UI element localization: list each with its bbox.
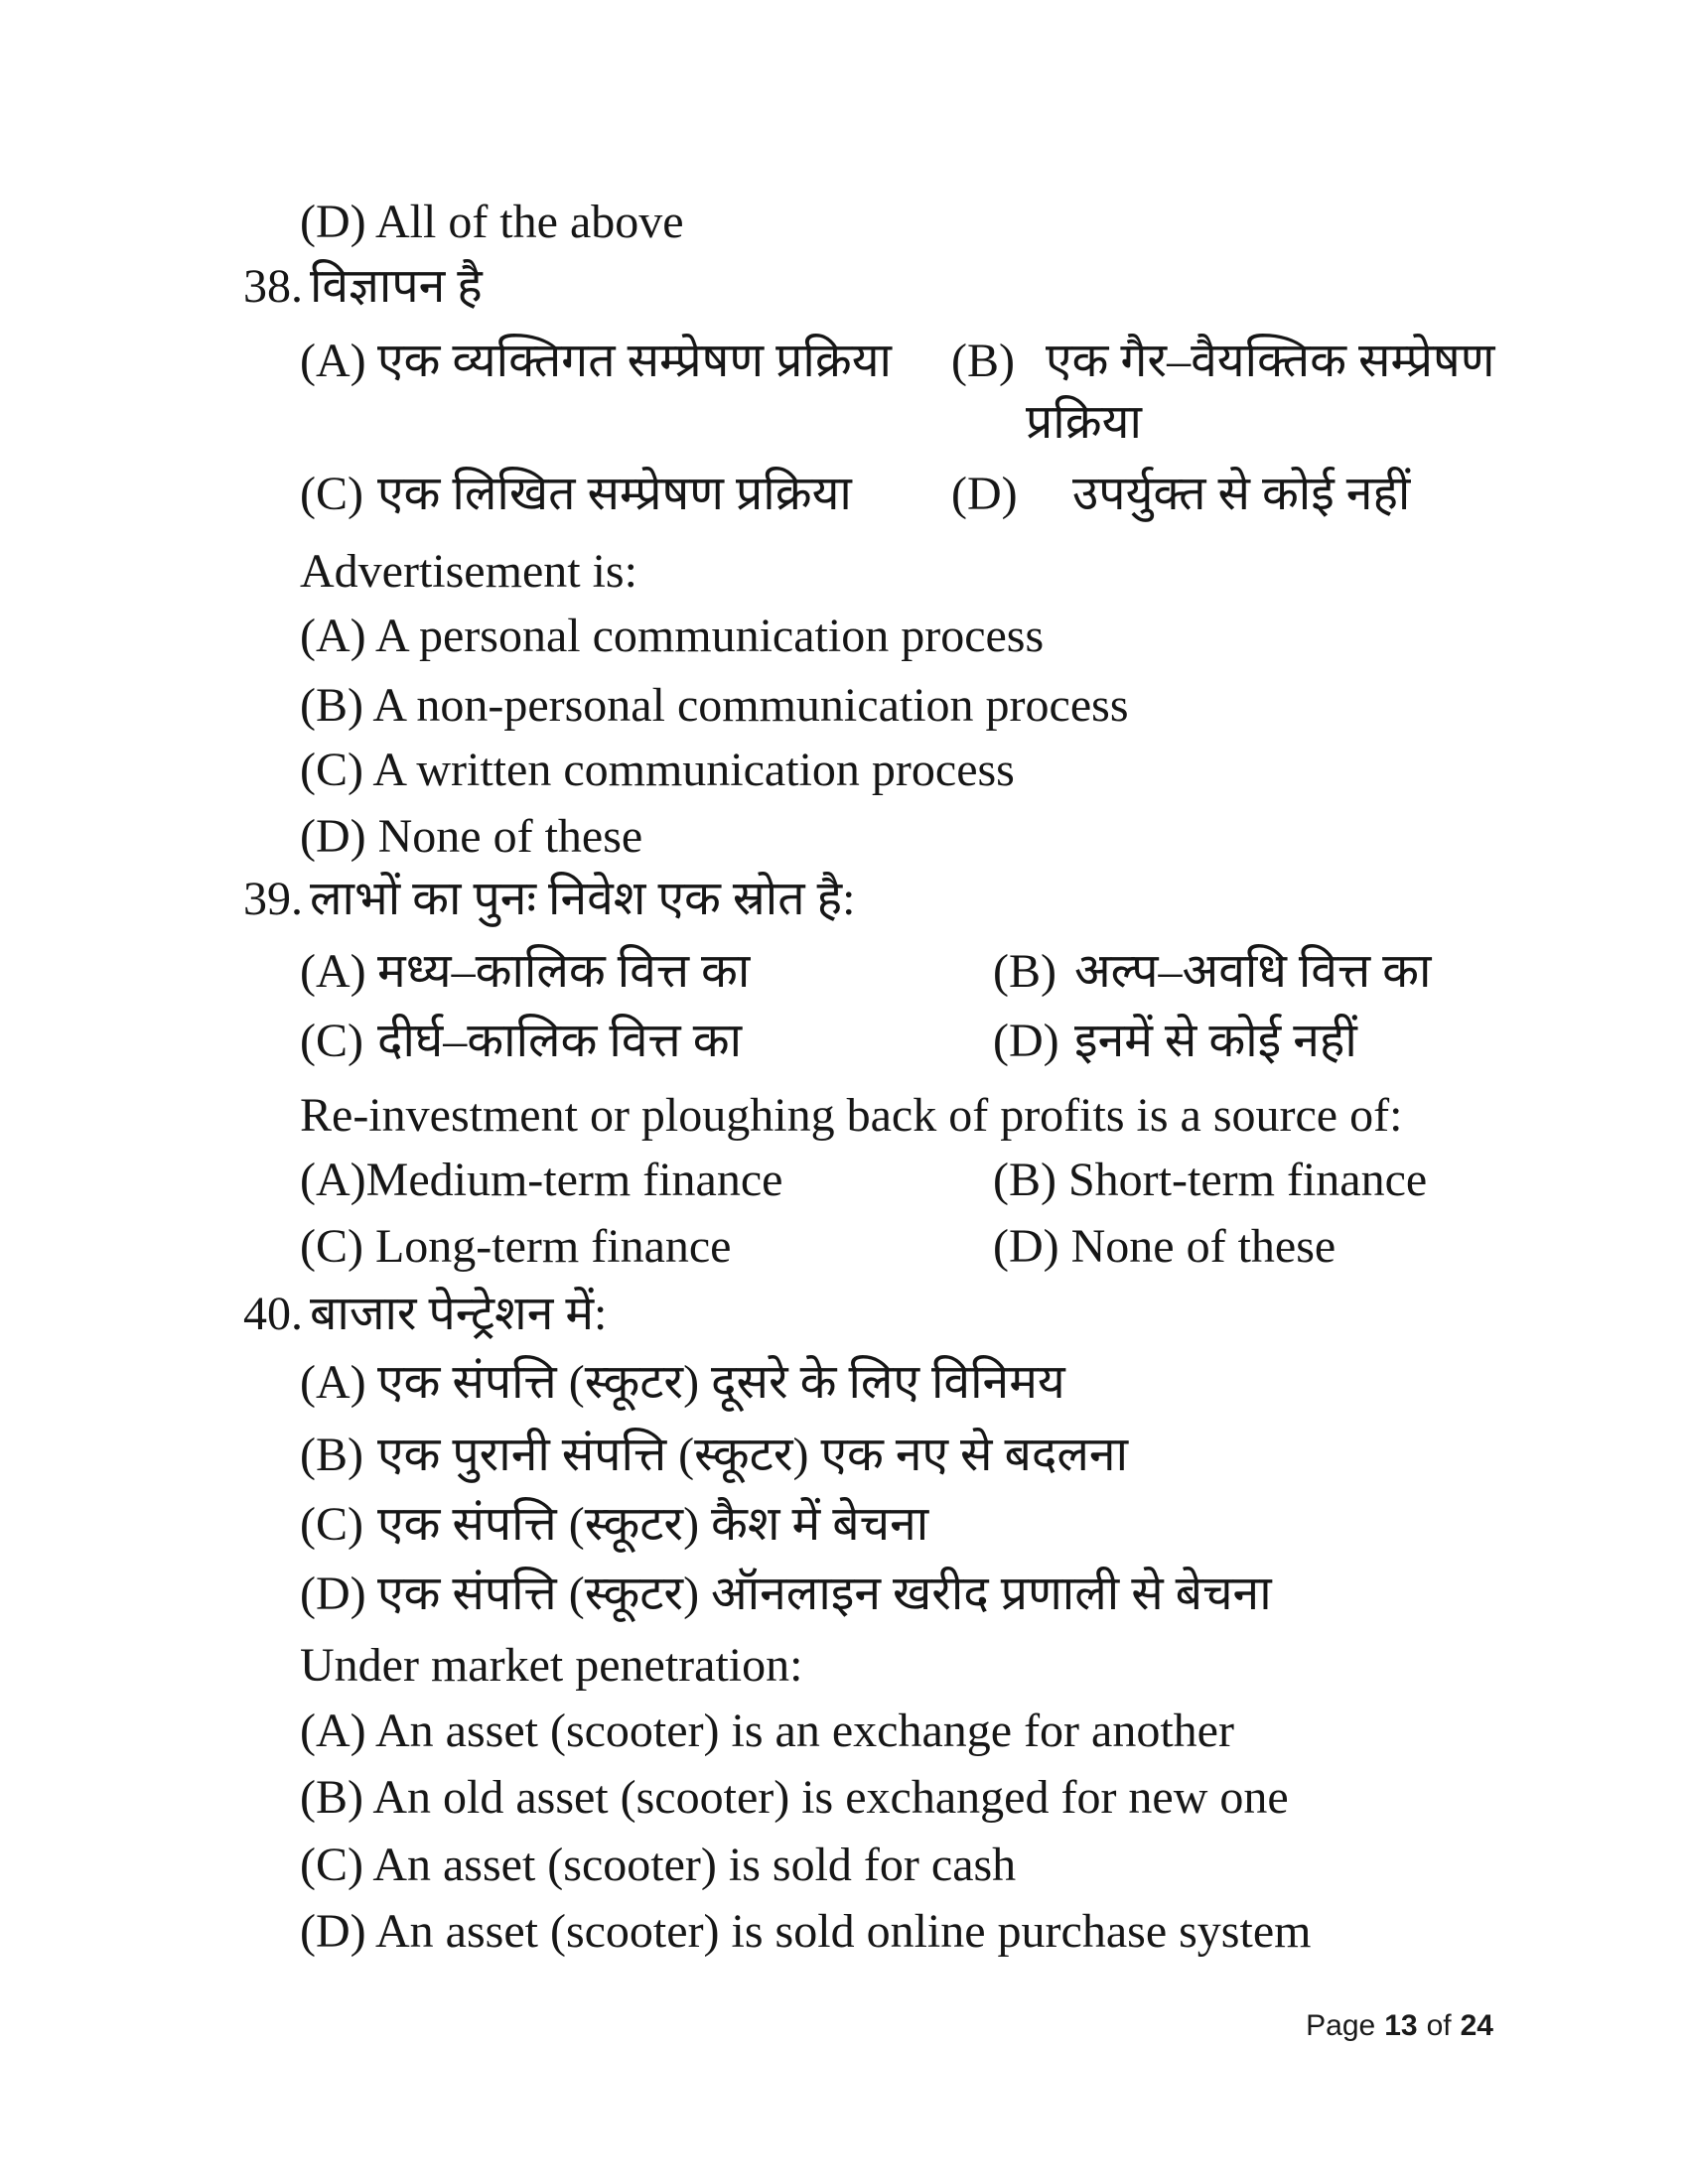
question-38-option-b-hindi-label: (B) bbox=[951, 335, 1015, 387]
question-40-option-a-hindi bbox=[300, 1355, 1065, 1410]
question-38-option-a-english: (A) A personal communication process bbox=[300, 610, 1045, 662]
question-40-option-d-english: (D) An asset (scooter) is sold online purchase system bbox=[300, 1905, 1312, 1958]
question-38-option-a-hindi-label: (A) bbox=[300, 335, 366, 387]
question-40-option-d-hindi-label: (D) bbox=[300, 1568, 366, 1620]
footer-page-word: Page bbox=[1306, 2009, 1376, 2042]
question-40-option-b-hindi-label: (B) bbox=[300, 1429, 363, 1481]
question-40-option-c-hindi-text: एक संपत्ति (स्कूटर) कैश में बेचना bbox=[377, 1498, 929, 1551]
question-40-option-b-hindi-text: एक पुरानी संपत्ति (स्कूटर) एक नए से बदलना bbox=[377, 1429, 1129, 1481]
question-40-option-d-hindi bbox=[300, 1567, 1272, 1621]
question-39-option-a-hindi bbox=[300, 944, 750, 999]
question-39-option-c-english: (C) Long-term finance bbox=[300, 1220, 732, 1273]
question-40-title-hindi: बाजार पेन्ट्रेशन में: bbox=[310, 1288, 608, 1340]
question-39-option-b-hindi-label: (B) bbox=[993, 945, 1056, 998]
question-40-option-c-hindi bbox=[300, 1497, 928, 1552]
question-39-title-hindi: लाभों का पुनः निवेश एक स्रोत है: bbox=[310, 873, 856, 925]
question-39-option-b-english: (B) Short-term finance bbox=[993, 1154, 1428, 1206]
question-39-option-a-hindi-text: मध्य–कालिक वित्त का bbox=[377, 945, 751, 998]
question-39-option-a-english: (A)Medium-term finance bbox=[300, 1154, 783, 1206]
question-38-option-b-hindi-continuation: प्रक्रिया bbox=[1026, 396, 1142, 449]
question-40-option-b-english: (B) An old asset (scooter) is exchanged for new one bbox=[300, 1771, 1289, 1824]
question-40-option-c-english: (C) An asset (scooter) is sold for cash bbox=[300, 1839, 1017, 1891]
question-40-option-c-hindi-label: (C) bbox=[300, 1498, 363, 1551]
question-40-option-a-hindi-label: (A) bbox=[300, 1356, 366, 1409]
question-38-option-c-hindi bbox=[300, 467, 852, 521]
question-40-option-b-hindi bbox=[300, 1428, 1128, 1482]
question-38-option-d-hindi bbox=[951, 467, 1410, 521]
question-38-option-c-english: (C) A written communication process bbox=[300, 744, 1015, 796]
question-39-option-a-hindi-label: (A) bbox=[300, 945, 366, 998]
footer-total-pages: 24 bbox=[1460, 2009, 1493, 2042]
question-38-option-d-hindi-label: (D) bbox=[951, 468, 1018, 520]
question-39-number: 39. bbox=[243, 873, 303, 925]
question-40-number: 40. bbox=[243, 1288, 303, 1340]
question-39-option-b-hindi-text: अल्प–अवधि वित्त का bbox=[1074, 945, 1432, 998]
question-38-option-c-hindi-text: एक लिखित सम्प्रेषण प्रक्रिया bbox=[377, 468, 852, 520]
question-39-title-english: Re-investment or ploughing back of profits is a source of: bbox=[300, 1089, 1403, 1142]
question-39-option-c-hindi-label: (C) bbox=[300, 1015, 363, 1067]
question-38-option-a-hindi bbox=[300, 334, 892, 388]
question-38-title-hindi: विज्ञापन है bbox=[310, 260, 483, 313]
question-38-option-b-english: (B) A non-personal communication process bbox=[300, 679, 1129, 732]
question-39-option-d-hindi-label: (D) bbox=[993, 1015, 1059, 1067]
question-40-option-d-hindi-text: एक संपत्ति (स्कूटर) ऑनलाइन खरीद प्रणाली से बेचना bbox=[377, 1568, 1272, 1620]
question-38-option-b-hindi-text: एक गैर–वैयक्तिक सम्प्रेषण bbox=[1046, 335, 1495, 387]
question-38-option-c-hindi-label: (C) bbox=[300, 468, 363, 520]
question-39-option-b-hindi bbox=[993, 944, 1431, 999]
question-38-number: 38. bbox=[243, 260, 303, 313]
question-39-option-c-hindi bbox=[300, 1014, 742, 1068]
question-38-option-d-hindi-text: उपर्युक्त से कोई नहीं bbox=[1072, 468, 1411, 520]
question-39-option-d-hindi bbox=[993, 1014, 1357, 1068]
footer-of-word: of bbox=[1426, 2009, 1452, 2042]
question-38-option-b-hindi bbox=[951, 334, 1495, 388]
question-39-option-d-hindi-text: इनमें से कोई नहीं bbox=[1074, 1015, 1357, 1067]
question-38-option-a-hindi-text: एक व्यक्तिगत सम्प्रेषण प्रक्रिया bbox=[377, 335, 892, 387]
question-40-option-a-hindi-text: एक संपत्ति (स्कूटर) दूसरे के लिए विनिमय bbox=[377, 1356, 1065, 1409]
question-38-option-d-english: (D) None of these bbox=[300, 810, 643, 863]
footer-page-number: 13 bbox=[1384, 2009, 1418, 2042]
question-38-title-english: Advertisement is: bbox=[300, 545, 637, 598]
question-39-option-d-english: (D) None of these bbox=[993, 1220, 1336, 1273]
question-39-option-c-hindi-text: दीर्घ–कालिक वित्त का bbox=[377, 1015, 743, 1067]
question-40-option-a-english: (A) An asset (scooter) is an exchange for another bbox=[300, 1705, 1234, 1757]
question-37-option-d: (D) All of the above bbox=[300, 196, 684, 248]
page-footer bbox=[1306, 2011, 1493, 2041]
question-40-title-english: Under market penetration: bbox=[300, 1639, 803, 1692]
